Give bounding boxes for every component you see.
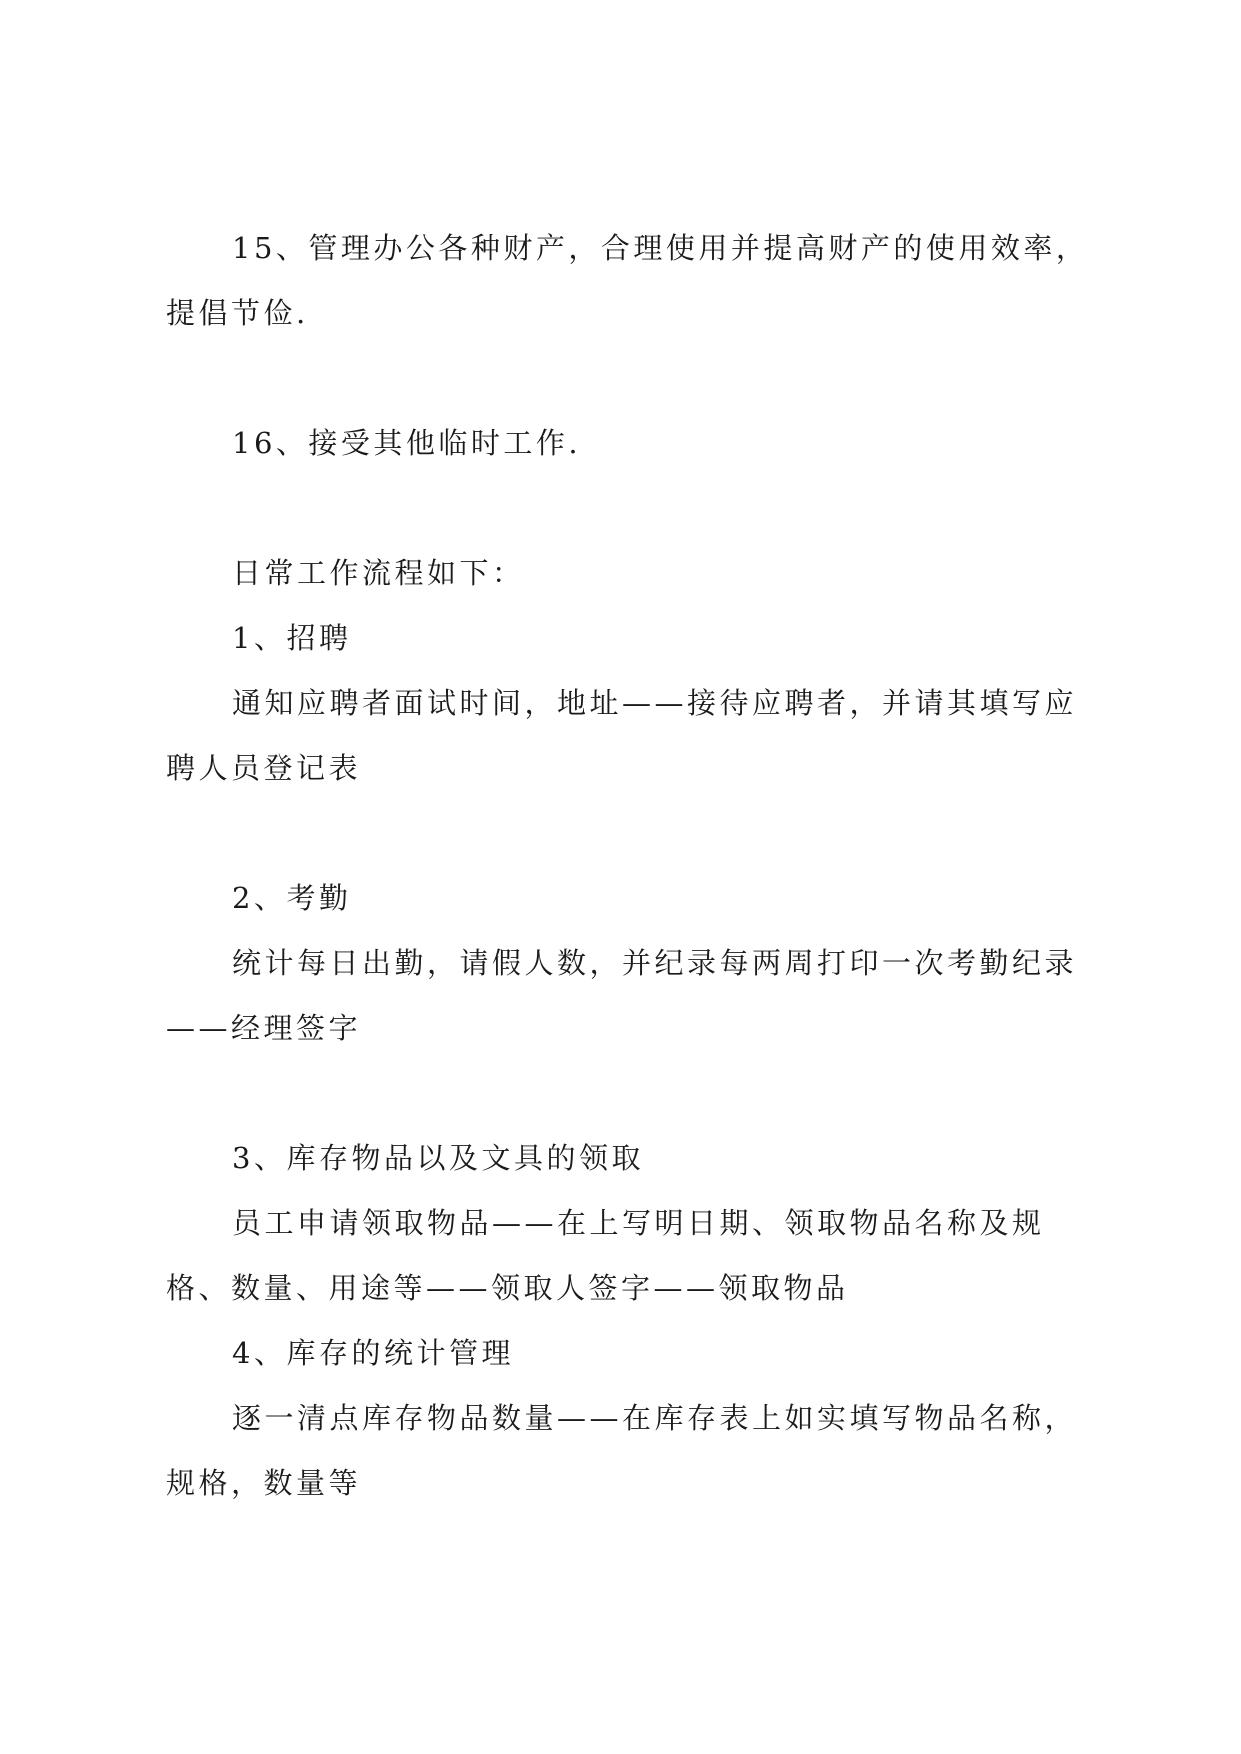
text-line: 统计每日出勤，请假人数，并纪录每两周打印一次考勤纪录 xyxy=(232,946,1078,980)
text-line: 通知应聘者面试时间，地址——接待应聘者，并请其填写应 xyxy=(232,686,1078,720)
paragraph-step-3-body xyxy=(166,1191,1096,1321)
text-line: 逐一清点库存物品数量——在库存表上如实填写物品名称， xyxy=(232,1401,1078,1435)
heading-step-3 xyxy=(166,1126,1096,1191)
text-line: 格、数量、用途等——领取人签字——领取物品 xyxy=(166,1271,849,1305)
paragraph-step-4-body xyxy=(166,1386,1096,1516)
text-line: 2、考勤 xyxy=(232,881,352,915)
paragraph-step-1-body xyxy=(166,671,1096,801)
paragraph-step-2-body xyxy=(166,931,1096,1061)
text-line: ——经理签字 xyxy=(166,1011,362,1045)
heading-step-4 xyxy=(166,1321,1096,1386)
paragraph-item-15 xyxy=(166,216,1096,346)
text-line: 聘人员登记表 xyxy=(166,751,362,785)
text-line: 4、库存的统计管理 xyxy=(232,1336,514,1370)
paragraph-workflow-intro xyxy=(166,541,1096,606)
text-line: 员工申请领取物品——在上写明日期、领取物品名称及规 xyxy=(232,1206,1045,1240)
text-line: 1、招聘 xyxy=(232,621,352,655)
heading-step-2 xyxy=(166,866,1096,931)
text-line: 3、库存物品以及文具的领取 xyxy=(232,1141,644,1175)
text-line: 16、接受其他临时工作. xyxy=(232,426,582,460)
paragraph-item-16 xyxy=(166,411,1096,476)
text-line: 15、管理办公各种财产，合理使用并提高财产的使用效率， xyxy=(232,231,1089,265)
heading-step-1 xyxy=(166,606,1096,671)
text-line: 提倡节俭. xyxy=(166,296,309,330)
text-line: 规格，数量等 xyxy=(166,1466,362,1500)
text-line: 日常工作流程如下： xyxy=(232,556,525,590)
